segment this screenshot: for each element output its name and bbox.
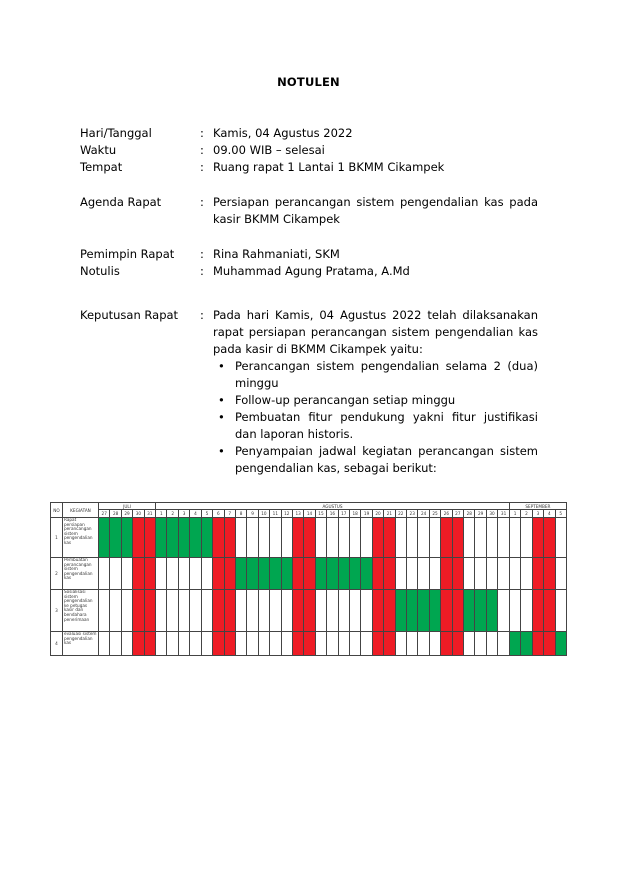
empty-cell [190, 590, 201, 632]
weekend-cell [441, 558, 452, 590]
row-activity: Sosialisasi sistem pengendalian ke petugas kasir dan bendahara penerimaan [63, 590, 99, 632]
empty-cell [395, 632, 406, 656]
field-label: Notulis [80, 264, 120, 278]
row-number: 3 [51, 590, 63, 632]
empty-cell [521, 590, 532, 632]
empty-cell [178, 558, 189, 590]
weekend-cell [144, 558, 155, 590]
empty-cell [361, 590, 372, 632]
empty-cell [509, 590, 520, 632]
scheduled-cell [156, 518, 167, 558]
empty-cell [498, 558, 510, 590]
scheduled-cell [327, 558, 338, 590]
field-label: Keputusan Rapat [80, 308, 179, 322]
field-colon: : [200, 195, 204, 209]
day-header: 2 [521, 510, 532, 518]
empty-cell [498, 590, 510, 632]
scheduled-cell [178, 518, 189, 558]
empty-cell [429, 558, 440, 590]
empty-cell [315, 518, 326, 558]
day-header: 17 [338, 510, 349, 518]
weekend-cell [372, 558, 383, 590]
empty-cell [418, 558, 429, 590]
scheduled-cell [167, 518, 178, 558]
field-value: Muhammad Agung Pratama, A.Md [213, 264, 410, 278]
day-header: 28 [464, 510, 475, 518]
day-header: 30 [133, 510, 144, 518]
empty-cell [258, 632, 269, 656]
weekend-cell [384, 518, 395, 558]
weekend-cell [452, 518, 463, 558]
day-header: 16 [327, 510, 338, 518]
empty-cell [486, 558, 497, 590]
scheduled-cell [338, 558, 349, 590]
empty-cell [247, 632, 258, 656]
bullet-icon: • [218, 444, 225, 458]
weekend-cell [304, 590, 315, 632]
weekend-cell [144, 632, 155, 656]
field-value: 09.00 WIB – selesai [213, 143, 325, 157]
day-header: 15 [315, 510, 326, 518]
scheduled-cell [407, 590, 418, 632]
empty-cell [327, 632, 338, 656]
empty-cell [509, 558, 520, 590]
field-colon: : [200, 308, 204, 322]
day-header: 14 [304, 510, 315, 518]
scheduled-cell [258, 558, 269, 590]
field-colon: : [200, 143, 204, 157]
day-header: 27 [452, 510, 463, 518]
empty-cell [464, 558, 475, 590]
weekend-cell [532, 558, 543, 590]
bullet-icon: • [218, 410, 225, 424]
weekend-cell [292, 558, 303, 590]
scheduled-cell [555, 632, 566, 656]
empty-cell [190, 558, 201, 590]
day-header: 20 [372, 510, 383, 518]
empty-cell [327, 590, 338, 632]
scheduled-cell [429, 590, 440, 632]
field-label: Tempat [80, 160, 123, 174]
weekend-cell [292, 632, 303, 656]
day-header: 6 [213, 510, 224, 518]
empty-cell [235, 518, 246, 558]
day-header: 7 [224, 510, 235, 518]
empty-cell [156, 558, 167, 590]
weekend-cell [452, 558, 463, 590]
empty-cell [110, 558, 121, 590]
field-value: Ruang rapat 1 Lantai 1 BKMM Cikampek [213, 160, 445, 174]
empty-cell [521, 518, 532, 558]
weekend-cell [292, 590, 303, 632]
list-item [218, 409, 538, 443]
day-header: 29 [121, 510, 132, 518]
weekend-cell [133, 558, 144, 590]
scheduled-cell [235, 558, 246, 590]
no-header: NO [51, 503, 63, 518]
scheduled-cell [270, 558, 281, 590]
empty-cell [270, 632, 281, 656]
weekend-cell [133, 518, 144, 558]
empty-cell [281, 518, 292, 558]
field-label: Pemimpin Rapat [80, 247, 175, 261]
empty-cell [270, 518, 281, 558]
table-row [51, 632, 567, 656]
schedule-gantt [50, 502, 567, 656]
empty-cell [418, 518, 429, 558]
weekend-cell [384, 632, 395, 656]
scheduled-cell [486, 590, 497, 632]
empty-cell [475, 558, 486, 590]
weekend-cell [224, 518, 235, 558]
list-item-text: Follow-up perancangan setiap minggu [235, 393, 456, 407]
empty-cell [110, 632, 121, 656]
list-item-text: Pembuatan fitur pendukung yakni fitur justifikasi dan laporan historis. [235, 410, 538, 441]
weekend-cell [544, 590, 555, 632]
empty-cell [121, 558, 132, 590]
weekend-cell [544, 558, 555, 590]
empty-cell [349, 590, 360, 632]
day-header: 3 [178, 510, 189, 518]
table-row [51, 518, 567, 558]
row-activity: evaluasi sistem pengendalian kas [63, 632, 99, 656]
row-activity: Rapat persiapan perancangan sistem pengendalian kas [63, 518, 99, 558]
scheduled-cell [201, 518, 212, 558]
empty-cell [121, 632, 132, 656]
weekend-cell [384, 590, 395, 632]
weekend-cell [372, 590, 383, 632]
empty-cell [156, 632, 167, 656]
scheduled-cell [361, 558, 372, 590]
row-number: 1 [51, 518, 63, 558]
scheduled-cell [315, 558, 326, 590]
empty-cell [486, 518, 497, 558]
empty-cell [110, 590, 121, 632]
day-header: 2 [167, 510, 178, 518]
day-header: 5 [555, 510, 566, 518]
empty-cell [178, 632, 189, 656]
weekend-cell [213, 558, 224, 590]
empty-cell [258, 590, 269, 632]
field-colon: : [200, 126, 204, 140]
empty-cell [178, 590, 189, 632]
empty-cell [464, 632, 475, 656]
empty-cell [190, 632, 201, 656]
empty-cell [361, 518, 372, 558]
list-item [218, 443, 538, 477]
list-item [218, 392, 538, 409]
day-header: 28 [110, 510, 121, 518]
day-header: 31 [144, 510, 155, 518]
empty-cell [475, 632, 486, 656]
day-header: 21 [384, 510, 395, 518]
field-value: Rina Rahmaniati, SKM [213, 247, 340, 261]
empty-cell [361, 632, 372, 656]
scheduled-cell [475, 590, 486, 632]
field-value: Kamis, 04 Agustus 2022 [213, 126, 353, 140]
field-value: Pada hari Kamis, 04 Agustus 2022 telah dilaksanakan rapat persiapan perancangan sistem pengendalian kas pada kasir di BKMM Cikampek yaitu: [213, 308, 538, 356]
empty-cell [338, 590, 349, 632]
field-colon: : [200, 247, 204, 261]
empty-cell [167, 558, 178, 590]
day-header: 11 [270, 510, 281, 518]
scheduled-cell [110, 518, 121, 558]
day-header: 23 [407, 510, 418, 518]
empty-cell [281, 632, 292, 656]
empty-cell [99, 590, 110, 632]
empty-cell [464, 518, 475, 558]
weekend-cell [133, 632, 144, 656]
weekend-cell [304, 558, 315, 590]
weekend-cell [452, 632, 463, 656]
day-header: 18 [349, 510, 360, 518]
empty-cell [247, 590, 258, 632]
day-header: 13 [292, 510, 303, 518]
row-activity: Pembuatan perancangan sistem pengendalian kas [63, 558, 99, 590]
day-header: 4 [190, 510, 201, 518]
scheduled-cell [418, 590, 429, 632]
empty-cell [235, 590, 246, 632]
empty-cell [407, 518, 418, 558]
day-header: 8 [235, 510, 246, 518]
list-item-text: Perancangan sistem pengendalian selama 2 (dua) minggu [235, 359, 538, 390]
weekend-cell [372, 518, 383, 558]
weekend-cell [384, 558, 395, 590]
day-header: 3 [532, 510, 543, 518]
list-item [218, 358, 538, 392]
day-header: 12 [281, 510, 292, 518]
empty-cell [235, 632, 246, 656]
day-header: 4 [544, 510, 555, 518]
empty-cell [475, 518, 486, 558]
empty-cell [99, 558, 110, 590]
weekend-cell [544, 518, 555, 558]
empty-cell [270, 590, 281, 632]
scheduled-cell [395, 590, 406, 632]
weekend-cell [544, 632, 555, 656]
weekend-cell [372, 632, 383, 656]
bullet-icon: • [218, 393, 225, 407]
weekend-cell [213, 518, 224, 558]
weekend-cell [532, 632, 543, 656]
day-header: 27 [99, 510, 110, 518]
weekend-cell [144, 518, 155, 558]
day-header: 30 [486, 510, 497, 518]
table-row [51, 590, 567, 632]
weekend-cell [224, 632, 235, 656]
empty-cell [121, 590, 132, 632]
day-header: 5 [201, 510, 212, 518]
day-header: 19 [361, 510, 372, 518]
empty-cell [486, 632, 497, 656]
row-number: 4 [51, 632, 63, 656]
field-label: Agenda Rapat [80, 195, 162, 209]
empty-cell [258, 518, 269, 558]
day-header: 1 [156, 510, 167, 518]
empty-cell [167, 590, 178, 632]
empty-cell [327, 518, 338, 558]
month-header: AGUSTUS [156, 503, 510, 510]
day-header: 29 [475, 510, 486, 518]
scheduled-cell [281, 558, 292, 590]
field-value: Persiapan perancangan sistem pengendalian kas pada kasir BKMM Cikampek [213, 195, 538, 226]
empty-cell [521, 558, 532, 590]
scheduled-cell [99, 518, 110, 558]
empty-cell [315, 590, 326, 632]
empty-cell [395, 518, 406, 558]
empty-cell [498, 632, 510, 656]
schedule-table [50, 502, 567, 656]
day-header: 31 [498, 510, 510, 518]
weekend-cell [133, 590, 144, 632]
day-header: 24 [418, 510, 429, 518]
activity-header: KEGIATAN [63, 503, 99, 518]
day-header: 9 [247, 510, 258, 518]
day-header: 25 [429, 510, 440, 518]
weekend-cell [304, 632, 315, 656]
empty-cell [395, 558, 406, 590]
weekend-cell [441, 518, 452, 558]
weekend-cell [292, 518, 303, 558]
empty-cell [429, 632, 440, 656]
empty-cell [338, 632, 349, 656]
empty-cell [201, 632, 212, 656]
scheduled-cell [247, 558, 258, 590]
scheduled-cell [121, 518, 132, 558]
empty-cell [201, 558, 212, 590]
scheduled-cell [190, 518, 201, 558]
scheduled-cell [349, 558, 360, 590]
field-label: Hari/Tanggal [80, 126, 152, 140]
weekend-cell [452, 590, 463, 632]
scheduled-cell [464, 590, 475, 632]
scheduled-cell [521, 632, 532, 656]
bullet-icon: • [218, 359, 225, 373]
empty-cell [167, 632, 178, 656]
month-header: JULI [99, 503, 156, 510]
row-number: 2 [51, 558, 63, 590]
empty-cell [315, 632, 326, 656]
empty-cell [201, 590, 212, 632]
empty-cell [349, 632, 360, 656]
empty-cell [407, 632, 418, 656]
scheduled-cell [509, 632, 520, 656]
weekend-cell [304, 518, 315, 558]
decision-list [218, 358, 538, 477]
field-label: Waktu [80, 143, 117, 157]
day-header: 22 [395, 510, 406, 518]
weekend-cell [224, 558, 235, 590]
day-header: 1 [509, 510, 520, 518]
empty-cell [349, 518, 360, 558]
empty-cell [555, 558, 566, 590]
empty-cell [338, 518, 349, 558]
weekend-cell [441, 590, 452, 632]
weekend-cell [213, 632, 224, 656]
empty-cell [555, 590, 566, 632]
weekend-cell [224, 590, 235, 632]
empty-cell [429, 518, 440, 558]
day-header: 10 [258, 510, 269, 518]
empty-cell [498, 518, 510, 558]
weekend-cell [441, 632, 452, 656]
day-header: 26 [441, 510, 452, 518]
empty-cell [418, 632, 429, 656]
empty-cell [407, 558, 418, 590]
weekend-cell [532, 518, 543, 558]
list-item-text: Penyampaian jadwal kegiatan perancangan sistem pengendalian kas, sebagai berikut: [235, 444, 538, 475]
weekend-cell [213, 590, 224, 632]
empty-cell [555, 518, 566, 558]
page-title: NOTULEN [277, 75, 340, 89]
field-colon: : [200, 160, 204, 174]
weekend-cell [144, 590, 155, 632]
empty-cell [247, 518, 258, 558]
table-row [51, 558, 567, 590]
empty-cell [281, 590, 292, 632]
field-colon: : [200, 264, 204, 278]
empty-cell [156, 590, 167, 632]
month-header: SEPTEMBER [509, 503, 566, 510]
empty-cell [509, 518, 520, 558]
weekend-cell [532, 590, 543, 632]
empty-cell [99, 632, 110, 656]
